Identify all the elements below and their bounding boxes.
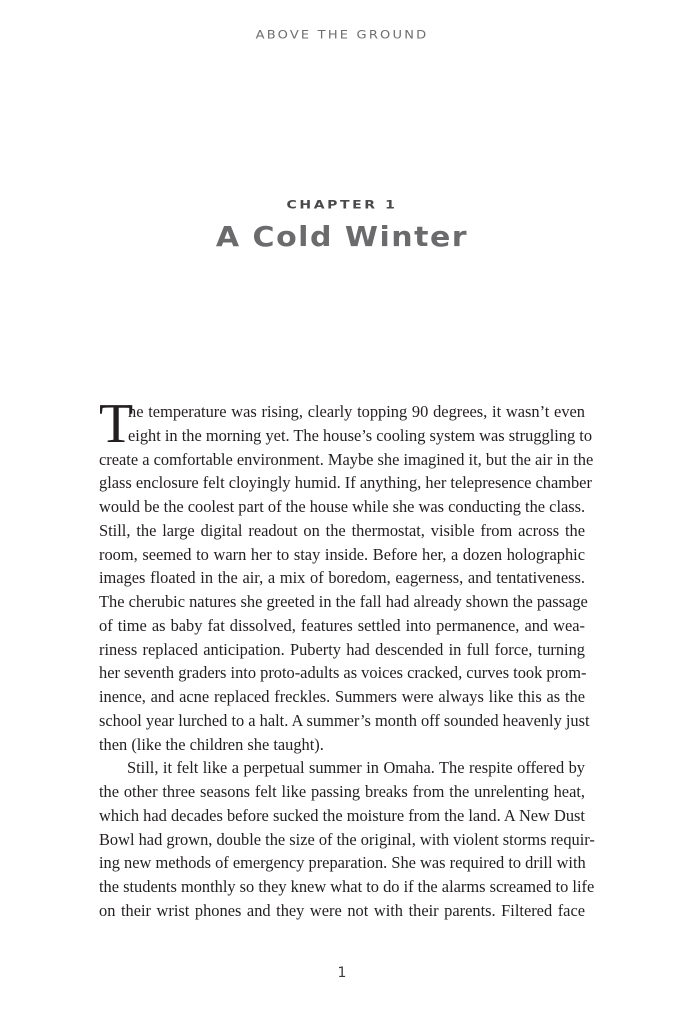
text-line: images floated in the air, a mix of boredom, eagerness, and tentativeness. [99, 568, 585, 588]
text-line: he temperature was rising, clearly topping 90 degrees, it wasn’t even [128, 402, 585, 421]
text-line: ing new methods of emergency preparation. She was required to drill with [99, 853, 586, 873]
text-line: Bowl had grown, double the size of the original, with violent storms requir- [99, 829, 595, 849]
text-line: then (like the children she taught). [99, 734, 324, 754]
text-line: inence, and acne replaced freckles. Summers were always like this as the [99, 687, 585, 706]
text-line: would be the coolest part of the house while she was conducting the class. [99, 497, 586, 516]
text-line: which had decades before sucked the moisture from the land. A New Dust [99, 805, 585, 825]
chapter-label: CHAPTER 1 [286, 198, 398, 212]
text-line: the other three seasons felt like passing breaks from the unrelenting heat, [99, 782, 585, 801]
body-text [99, 393, 595, 923]
text-line: the students monthly so they knew what to do if the alarms screamed to life [99, 877, 595, 896]
text-line: The cherubic natures she greeted in the fall had already shown the passage [99, 592, 588, 611]
page-number: 1 [337, 965, 347, 981]
text-line: eight in the morning yet. The house’s cooling system was struggling to [128, 425, 593, 445]
running-head: ABOVE THE GROUND [255, 29, 429, 42]
text-line: school year lurched to a halt. A summer’s month off sounded heavenly just [99, 710, 590, 730]
chapter-title: A Cold Winter [215, 221, 469, 254]
drop-cap: T [99, 393, 134, 455]
text-line: glass enclosure felt cloyingly humid. If anything, her telepresence chamber [99, 473, 592, 493]
text-line: Still, it felt like a perpetual summer in Omaha. The respite offered by [127, 758, 585, 778]
text-line: on their wrist phones and they were not with their parents. Filtered face [99, 900, 585, 920]
text-line: riness replaced anticipation. Puberty had descended in full force, turning [99, 639, 585, 659]
text-line: Still, the large digital readout on the thermostat, visible from across the [99, 520, 585, 540]
text-line: create a comfortable environment. Maybe she imagined it, but the air in the [99, 449, 594, 469]
text-line: her seventh graders into proto-adults as voices cracked, curves took prom- [99, 663, 587, 683]
text-line: room, seemed to warn her to stay inside. Before her, a dozen holographic [99, 544, 585, 564]
text-line: of time as baby fat dissolved, features settled into permanence, and wea- [99, 615, 585, 635]
